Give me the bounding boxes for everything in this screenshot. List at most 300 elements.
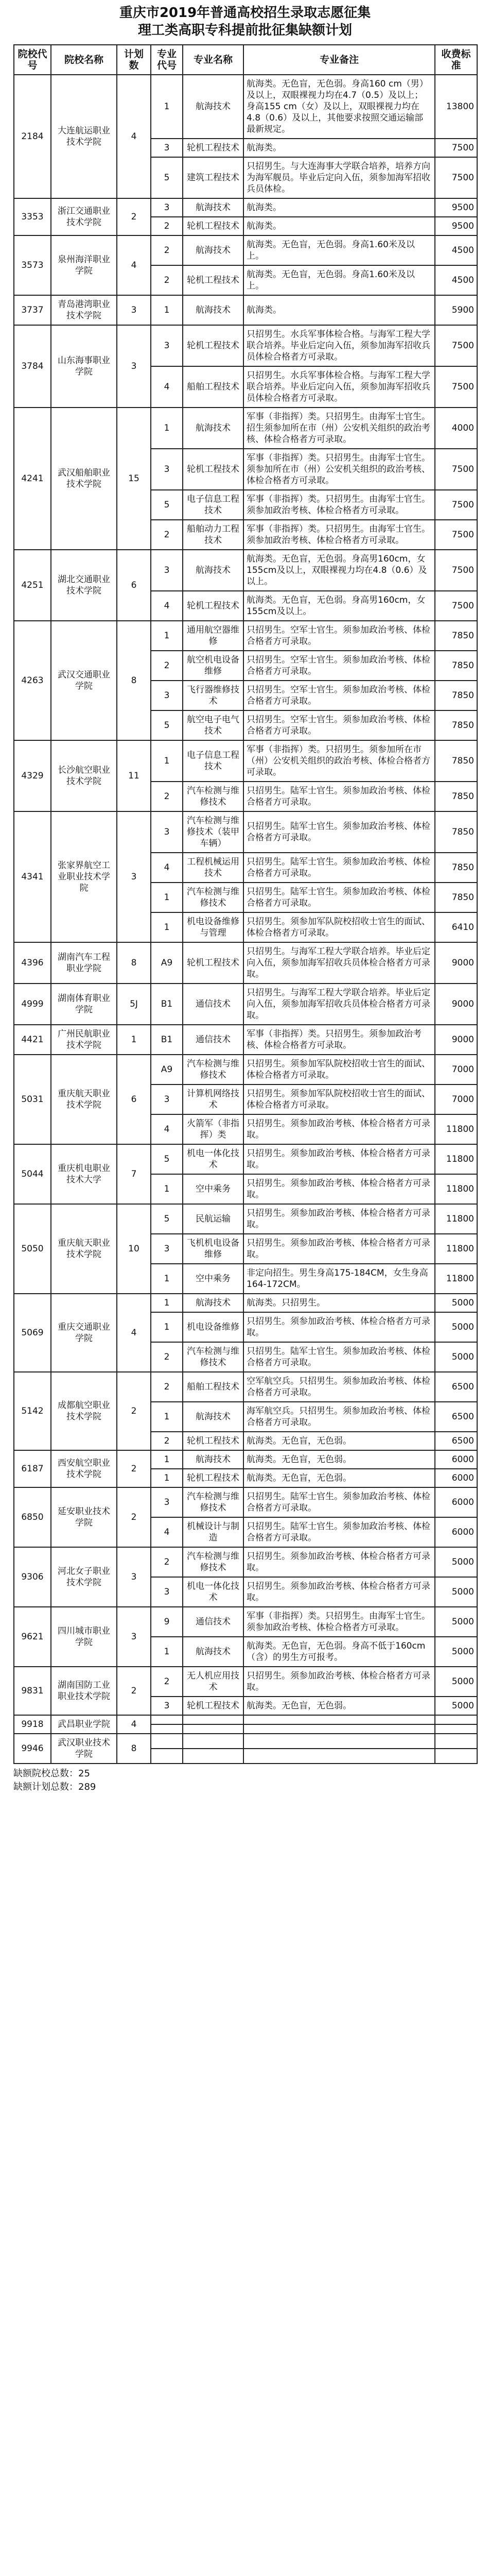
- school-code: 4251: [14, 550, 51, 621]
- tuition-fee: 7500: [435, 591, 477, 621]
- major-code: 3: [151, 1234, 183, 1264]
- major-name: 空中乘务: [183, 1264, 243, 1294]
- school-code: 3353: [14, 198, 51, 235]
- major-note: 航海类。: [243, 217, 435, 235]
- tuition-fee: 7850: [435, 710, 477, 740]
- tuition-fee: 4500: [435, 265, 477, 295]
- tuition-fee: 7500: [435, 139, 477, 157]
- major-note: 只招男生。陆军士官生。须参加政治考核、体检合格者方可录取。: [243, 811, 435, 853]
- tuition-fee: 5000: [435, 1667, 477, 1697]
- plan-count: 3: [117, 811, 151, 942]
- tuition-fee: 4500: [435, 235, 477, 265]
- major-note: 航海类。无色盲，无色弱。: [243, 1432, 435, 1450]
- major-name: 飞机机电设备维修: [183, 1234, 243, 1264]
- table-row: [14, 325, 477, 366]
- major-name: 航海技术: [183, 1294, 243, 1312]
- major-name: 通信技术: [183, 984, 243, 1025]
- tuition-fee: 7500: [435, 490, 477, 520]
- tuition-fee: 9000: [435, 984, 477, 1025]
- major-code: 2: [151, 235, 183, 265]
- major-note: 只招男生。与大连海事大学联合培养，培养方向为海军舰员。毕业后定向入伍，须参加海军招收兵员体检。: [243, 157, 435, 198]
- tuition-fee: 5900: [435, 295, 477, 325]
- school-name: 四川城市职业学院: [51, 1607, 117, 1667]
- tuition-fee: [435, 1715, 477, 1724]
- major-name: 船舶动力工程技术: [183, 520, 243, 550]
- school-name: 西安航空职业技术学院: [51, 1450, 117, 1487]
- major-code: 5: [151, 157, 183, 198]
- tuition-fee: 7500: [435, 520, 477, 550]
- tuition-fee: [435, 1724, 477, 1734]
- major-name: 机电设备维修与管理: [183, 912, 243, 942]
- tuition-fee: 7850: [435, 811, 477, 853]
- tuition-fee: 9000: [435, 942, 477, 984]
- major-code: 2: [151, 265, 183, 295]
- major-name: 航海技术: [183, 295, 243, 325]
- major-note: 只招男生。水兵军事体检合格。与海军工程大学联合培养。毕业后定向入伍，须参加海军招收兵员体检合格者方可录取。: [243, 325, 435, 366]
- major-code: B1: [151, 984, 183, 1025]
- major-note: 航海类。无色盲，无色弱。身高1.60米及以上。: [243, 265, 435, 295]
- major-name: 通用航空器维修: [183, 621, 243, 651]
- major-name: 轮机工程技术: [183, 591, 243, 621]
- major-code: 2: [151, 782, 183, 811]
- tuition-fee: 11800: [435, 1234, 477, 1264]
- tuition-fee: 5000: [435, 1312, 477, 1342]
- major-note: 只招男生。须参加政治考核、体检合格者方可录取。: [243, 1547, 435, 1577]
- major-note: 航海类。无色盲，无色弱。: [243, 1697, 435, 1715]
- major-name: 轮机工程技术: [183, 942, 243, 984]
- major-name: 航海技术: [183, 75, 243, 139]
- major-code: [151, 1734, 183, 1749]
- tuition-fee: 11800: [435, 1114, 477, 1144]
- summary-schools: 缺额院校总数：25: [13, 1768, 90, 1779]
- major-note: 航海类。无色盲，无色弱。身高不低于160cm（含）的男生方可报考。: [243, 1637, 435, 1667]
- major-note: 航海类。: [243, 295, 435, 325]
- major-name: 汽车检测与维修技术: [183, 782, 243, 811]
- school-code: 4329: [14, 740, 51, 811]
- major-note: 只招男生。陆军士官生。须参加政治考核、体检合格者方可录取。: [243, 1517, 435, 1547]
- major-note: [243, 1734, 435, 1749]
- major-code: 4: [151, 591, 183, 621]
- major-code: 2: [151, 217, 183, 235]
- major-code: 4: [151, 366, 183, 408]
- major-note: 航海类。: [243, 198, 435, 217]
- major-code: 3: [151, 325, 183, 366]
- major-name: 机电一体化技术: [183, 1144, 243, 1174]
- major-name: 建筑工程技术: [183, 157, 243, 198]
- major-code: 2: [151, 1547, 183, 1577]
- tuition-fee: 4000: [435, 408, 477, 449]
- school-name: 重庆航天职业技术学院: [51, 1204, 117, 1294]
- school-code: 5050: [14, 1204, 51, 1294]
- major-code: 1: [151, 1174, 183, 1204]
- major-code: 2: [151, 1432, 183, 1450]
- table-row: [14, 811, 477, 853]
- major-name: 机械设计与制造: [183, 1517, 243, 1547]
- major-name: 轮机工程技术: [183, 265, 243, 295]
- school-code: 2184: [14, 75, 51, 198]
- major-code: 3: [151, 198, 183, 217]
- table-body: [14, 75, 477, 1764]
- tuition-fee: 7500: [435, 157, 477, 198]
- major-note: 军事（非指挥）类。只招男生。由海军士官生。须参加所在市（州）公安机关组织的政治考核、体检合格者方可录取。: [243, 449, 435, 490]
- table-row: [14, 1734, 477, 1749]
- major-code: 1: [151, 1402, 183, 1432]
- major-note: 只招男生。空军士官生。须参加政治考核、体检合格者方可录取。: [243, 681, 435, 710]
- major-note: 航海类。无色盲，无色弱。身高160 cm（男）及以上，双眼裸视力均在4.7（0.5）及以上；身高155 cm（女）及以上，双眼裸视力均在4.8（0.6）及以上，其他要求按照交通运输部最新规定。: [243, 75, 435, 139]
- major-note: 只招男生。与海军工程大学联合培养。毕业后定向入伍，须参加海军招收兵员体检合格者方可录取。: [243, 984, 435, 1025]
- tuition-fee: 9500: [435, 198, 477, 217]
- major-note: 只招男生。空军士官生。须参加政治考核、体检合格者方可录取。: [243, 651, 435, 681]
- table-row: [14, 408, 477, 449]
- major-note: 航海类。只招男生。: [243, 1294, 435, 1312]
- major-note: 航海类。无色盲，无色弱。: [243, 1450, 435, 1469]
- school-name: 武汉船舶职业技术学院: [51, 408, 117, 550]
- major-code: 2: [151, 1372, 183, 1402]
- school-name: 重庆机电职业技术大学: [51, 1144, 117, 1204]
- tuition-fee: 7850: [435, 883, 477, 912]
- major-note: 军事（非指挥）类。只招男生。由海军士官生。招生须参加所在市（州）公安机关组织的政治考核、体检合格者方可录取。: [243, 408, 435, 449]
- table-row: [14, 1607, 477, 1637]
- major-name: 通信技术: [183, 1025, 243, 1055]
- school-code: 4263: [14, 621, 51, 740]
- school-name: 泉州海洋职业学院: [51, 235, 117, 295]
- school-name: 大连航运职业技术学院: [51, 75, 117, 198]
- major-code: 4: [151, 1114, 183, 1144]
- major-code: 3: [151, 1577, 183, 1607]
- tuition-fee: 5000: [435, 1637, 477, 1667]
- plan-count: 8: [117, 942, 151, 984]
- major-code: 5: [151, 1204, 183, 1234]
- tuition-fee: 9500: [435, 217, 477, 235]
- major-name: 机电一体化技术: [183, 1577, 243, 1607]
- major-code: 2: [151, 1342, 183, 1372]
- col-header-plan: 计划数: [117, 45, 151, 75]
- school-code: 4241: [14, 408, 51, 550]
- major-code: 1: [151, 1450, 183, 1469]
- major-note: [243, 1715, 435, 1724]
- major-name: 轮机工程技术: [183, 1469, 243, 1487]
- table-row: [14, 1450, 477, 1469]
- table-row: [14, 1025, 477, 1055]
- plan-count: 2: [117, 1667, 151, 1715]
- table-row: [14, 295, 477, 325]
- major-code: A9: [151, 942, 183, 984]
- major-name: 轮机工程技术: [183, 217, 243, 235]
- major-code: 2: [151, 651, 183, 681]
- tuition-fee: 7850: [435, 621, 477, 651]
- major-note: [243, 1749, 435, 1764]
- major-name: 船舶工程技术: [183, 366, 243, 408]
- major-name: 航海技术: [183, 198, 243, 217]
- major-code: 9: [151, 1607, 183, 1637]
- major-name: 航海技术: [183, 1450, 243, 1469]
- major-note: 只招男生。须参加政治考核、体检合格者方可录取。: [243, 1204, 435, 1234]
- major-name: 航海技术: [183, 1637, 243, 1667]
- major-code: 1: [151, 75, 183, 139]
- tuition-fee: 7850: [435, 681, 477, 710]
- tuition-fee: 7850: [435, 651, 477, 681]
- school-code: 3573: [14, 235, 51, 295]
- school-code: 5142: [14, 1372, 51, 1450]
- major-code: 1: [151, 740, 183, 782]
- school-name: 重庆航天职业技术学院: [51, 1055, 117, 1144]
- plan-count: 4: [117, 1294, 151, 1372]
- plan-count: 6: [117, 550, 151, 621]
- major-name: [183, 1715, 243, 1724]
- major-code: [151, 1715, 183, 1724]
- plan-count: 3: [117, 295, 151, 325]
- major-code: 3: [151, 1487, 183, 1517]
- tuition-fee: 5000: [435, 1697, 477, 1715]
- major-note: 只招男生。陆军士官生。须参加政治考核、体检合格者方可录取。: [243, 883, 435, 912]
- major-note: 航海类。无色盲，无色弱。身高男160cm，女155cm及以上。: [243, 591, 435, 621]
- major-name: 轮机工程技术: [183, 325, 243, 366]
- major-code: [151, 1749, 183, 1764]
- school-code: 6850: [14, 1487, 51, 1547]
- tuition-fee: 5000: [435, 1577, 477, 1607]
- tuition-fee: 11800: [435, 1174, 477, 1204]
- major-note: 只招男生。陆军士官生。须参加政治考核、体检合格者方可录取。: [243, 1487, 435, 1517]
- table-row: [14, 1055, 477, 1084]
- school-code: 4421: [14, 1025, 51, 1055]
- plan-count: 15: [117, 408, 151, 550]
- col-header-fee: 收费标准: [435, 45, 477, 75]
- major-code: 1: [151, 912, 183, 942]
- summary-plans: 缺额计划总数：289: [13, 1782, 96, 1792]
- table-row: [14, 1372, 477, 1402]
- major-note: 军事（非指挥）类。只招男生。须参加政治考核、体检合格者方可录取。: [243, 1025, 435, 1055]
- col-header-name: 院校名称: [51, 45, 117, 75]
- major-note: 只招男生。空军士官生。须参加政治考核、体检合格者方可录取。: [243, 710, 435, 740]
- school-code: 3737: [14, 295, 51, 325]
- major-name: 航空电子电气技术: [183, 710, 243, 740]
- tuition-fee: 7000: [435, 1084, 477, 1114]
- major-code: 3: [151, 550, 183, 591]
- tuition-fee: 6410: [435, 912, 477, 942]
- plan-count: 2: [117, 198, 151, 235]
- major-name: 飞行器维修技术: [183, 681, 243, 710]
- school-name: 武汉交通职业学院: [51, 621, 117, 740]
- school-name: 延安职业技术学院: [51, 1487, 117, 1547]
- major-name: [183, 1749, 243, 1764]
- major-note: 只招男生。须参加政治考核、体检合格者方可录取。: [243, 1234, 435, 1264]
- plan-table: [13, 44, 478, 1764]
- table-row: [14, 1487, 477, 1517]
- school-code: 6187: [14, 1450, 51, 1487]
- major-code: 1: [151, 408, 183, 449]
- major-note: 只招男生。陆军士官生。须参加政治考核、体检合格者方可录取。: [243, 1342, 435, 1372]
- major-code: [151, 1724, 183, 1734]
- major-code: 1: [151, 1264, 183, 1294]
- table-row: [14, 984, 477, 1025]
- table-row: [14, 1144, 477, 1174]
- major-note: 海军航空兵。只招男生。须参加政治考核、体检合格者方可录取。: [243, 1402, 435, 1432]
- major-name: 汽车检测与维修技术: [183, 883, 243, 912]
- major-code: 1: [151, 1312, 183, 1342]
- major-name: 空中乘务: [183, 1174, 243, 1204]
- school-name: 武昌职业学院: [51, 1715, 117, 1734]
- major-code: 1: [151, 295, 183, 325]
- major-name: 轮机工程技术: [183, 1432, 243, 1450]
- plan-count: 7: [117, 1144, 151, 1204]
- tuition-fee: 7850: [435, 740, 477, 782]
- major-note: 航海类。无色盲，无色弱。身高男160cm，女155cm及以上，双眼裸视力均在4.8（0.6）及以上。: [243, 550, 435, 591]
- major-name: 船舶工程技术: [183, 1372, 243, 1402]
- school-name: 广州民航职业技术学院: [51, 1025, 117, 1055]
- plan-count: 3: [117, 325, 151, 408]
- school-code: 5044: [14, 1144, 51, 1204]
- tuition-fee: 5000: [435, 1607, 477, 1637]
- major-code: 1: [151, 883, 183, 912]
- tuition-fee: 6500: [435, 1372, 477, 1402]
- major-note: 只招男生。陆军士官生。须参加政治考核、体检合格者方可录取。: [243, 853, 435, 883]
- tuition-fee: 6500: [435, 1432, 477, 1450]
- school-code: 9918: [14, 1715, 51, 1734]
- tuition-fee: 5000: [435, 1294, 477, 1312]
- major-name: [183, 1734, 243, 1749]
- major-name: 计算机网络技术: [183, 1084, 243, 1114]
- plan-count: 1: [117, 1025, 151, 1055]
- school-name: 张家界航空工业职业技术学院: [51, 811, 117, 942]
- major-note: 只招男生。须参加政治考核、体检合格者方可录取。: [243, 1144, 435, 1174]
- tuition-fee: 6000: [435, 1469, 477, 1487]
- major-note: 只招男生。与海军工程大学联合培养。毕业后定向入伍，须参加海军招收兵员体检合格者方可录取。: [243, 942, 435, 984]
- major-note: 航海类。: [243, 139, 435, 157]
- tuition-fee: 6000: [435, 1487, 477, 1517]
- school-code: 4341: [14, 811, 51, 942]
- major-name: 无人机应用技术: [183, 1667, 243, 1697]
- major-name: 航海技术: [183, 408, 243, 449]
- plan-count: 3: [117, 1607, 151, 1667]
- major-code: A9: [151, 1055, 183, 1084]
- major-name: 火箭军（非指挥）类: [183, 1114, 243, 1144]
- major-name: 通信技术: [183, 1607, 243, 1637]
- major-name: 汽车检测与维修技术: [183, 1547, 243, 1577]
- major-note: 航海类。无色盲，无色弱。身高1.60米及以上。: [243, 235, 435, 265]
- major-name: 民航运输: [183, 1204, 243, 1234]
- tuition-fee: 6000: [435, 1450, 477, 1469]
- school-code: 9946: [14, 1734, 51, 1764]
- tuition-fee: 9000: [435, 1025, 477, 1055]
- school-code: 3784: [14, 325, 51, 408]
- major-name: 航海技术: [183, 550, 243, 591]
- major-code: 2: [151, 520, 183, 550]
- tuition-fee: [435, 1749, 477, 1764]
- plan-count: 2: [117, 1372, 151, 1450]
- plan-count: 2: [117, 1450, 151, 1487]
- major-code: 1: [151, 1294, 183, 1312]
- major-name: 航海技术: [183, 1402, 243, 1432]
- col-header-subcode: 专业代号: [151, 45, 183, 75]
- plan-count: 5J: [117, 984, 151, 1025]
- col-header-note: 专业备注: [243, 45, 435, 75]
- plan-count: 4: [117, 235, 151, 295]
- tuition-fee: 7500: [435, 366, 477, 408]
- table-row: [14, 550, 477, 591]
- major-note: 只招男生。须参加军队院校招收士官生的面试、体检合格者方可录取。: [243, 1084, 435, 1114]
- major-name: 汽车检测与维修技术: [183, 1342, 243, 1372]
- major-note: 只招男生。空军士官生。须参加政治考核、体检合格者方可录取。: [243, 621, 435, 651]
- table-row: [14, 1204, 477, 1234]
- major-code: B1: [151, 1025, 183, 1055]
- major-code: 3: [151, 1697, 183, 1715]
- school-name: 湖南汽车工程职业学院: [51, 942, 117, 984]
- table-row: [14, 1547, 477, 1577]
- major-code: 1: [151, 1469, 183, 1487]
- tuition-fee: 11800: [435, 1264, 477, 1294]
- major-name: 工程机械运用技术: [183, 853, 243, 883]
- major-code: 5: [151, 490, 183, 520]
- major-code: 1: [151, 621, 183, 651]
- table-row: [14, 740, 477, 782]
- school-name: 湖南体育职业学院: [51, 984, 117, 1025]
- major-note: 只招男生。须参加政治考核、体检合格者方可录取。: [243, 1174, 435, 1204]
- plan-count: 6: [117, 1055, 151, 1144]
- major-code: 4: [151, 1517, 183, 1547]
- tuition-fee: 11800: [435, 1144, 477, 1174]
- major-note: 航海类。无色盲，无色弱。: [243, 1469, 435, 1487]
- plan-count: 8: [117, 621, 151, 740]
- major-code: 3: [151, 449, 183, 490]
- summary: [13, 1767, 477, 1794]
- major-name: 汽车检测与维修技术: [183, 1487, 243, 1517]
- school-name: 湖南国防工业职业技术学院: [51, 1667, 117, 1715]
- table-row: [14, 1294, 477, 1312]
- tuition-fee: [435, 1734, 477, 1749]
- major-code: 5: [151, 1144, 183, 1174]
- tuition-fee: 5000: [435, 1547, 477, 1577]
- major-code: 3: [151, 1084, 183, 1114]
- major-note: 军事（非指挥）类。只招男生。由海军士官生。须参加政治考核、体检合格者方可录取。: [243, 520, 435, 550]
- major-name: 电子信息工程技术: [183, 740, 243, 782]
- major-code: 1: [151, 1637, 183, 1667]
- tuition-fee: 6000: [435, 1517, 477, 1547]
- plan-count: 10: [117, 1204, 151, 1294]
- tuition-fee: 7850: [435, 853, 477, 883]
- tuition-fee: 11800: [435, 1204, 477, 1234]
- tuition-fee: 7500: [435, 550, 477, 591]
- major-note: 只招男生。须参加军队院校招收士官生的面试、体检合格者方可录取。: [243, 1055, 435, 1084]
- plan-count: 3: [117, 1547, 151, 1607]
- major-note: 只招男生。须参加军队院校招收士官生的面试、体检合格者方可录取。: [243, 912, 435, 942]
- major-name: 汽车检测与维修技术: [183, 1055, 243, 1084]
- tuition-fee: 5000: [435, 1342, 477, 1372]
- major-code: 3: [151, 139, 183, 157]
- table-row: [14, 75, 477, 139]
- major-note: 只招男生。须参加政治考核、体检合格者方可录取。: [243, 1114, 435, 1144]
- major-note: 非定向招生。男生身高175-184CM，女生身高164-172CM。: [243, 1264, 435, 1294]
- school-code: 9621: [14, 1607, 51, 1667]
- school-name: 武汉职业技术学院: [51, 1734, 117, 1764]
- table-row: [14, 1715, 477, 1724]
- major-name: 机电设备维修: [183, 1312, 243, 1342]
- school-code: 4396: [14, 942, 51, 984]
- major-code: 4: [151, 853, 183, 883]
- major-code: 2: [151, 1667, 183, 1697]
- major-note: 只招男生。陆军士官生。须参加政治考核、体检合格者方可录取。: [243, 782, 435, 811]
- school-code: 4999: [14, 984, 51, 1025]
- major-note: 只招男生。须参加政治考核、体检合格者方可录取。: [243, 1667, 435, 1697]
- major-name: 电子信息工程技术: [183, 490, 243, 520]
- tuition-fee: 7500: [435, 325, 477, 366]
- plan-count: 4: [117, 1715, 151, 1734]
- major-code: 3: [151, 811, 183, 853]
- major-name: 航空机电设备维修: [183, 651, 243, 681]
- plan-count: 11: [117, 740, 151, 811]
- tuition-fee: 7850: [435, 782, 477, 811]
- tuition-fee: 7500: [435, 449, 477, 490]
- school-name: 重庆交通职业学院: [51, 1294, 117, 1372]
